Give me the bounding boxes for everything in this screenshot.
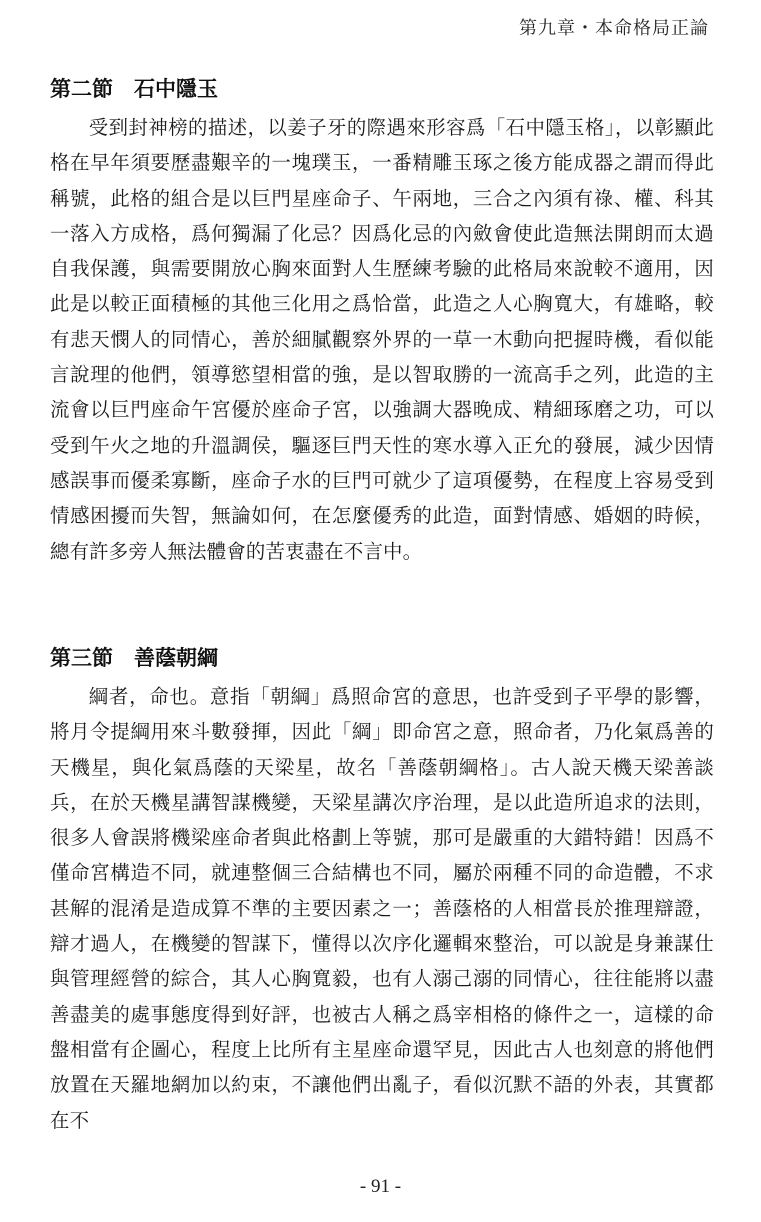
section-body: 綱者，命也。意指「朝綱」爲照命宮的意思，也許受到子平學的影響，將月令提綱用來斗數發揮，因此「綱」即命宮之意，照命者，乃化氣爲善的天機星，與化氣爲蔭的天梁星，故名「善蔭朝綱格」。古人說天機天梁善談兵，在於天機星講智謀機變，天梁星講次序治理，是以此造所追求的法則，很多人會誤將機梁座命者與此格劃上等號，那可是嚴重的大錯特錯！因爲不僅命宮構造不同，就連整個三合結構也不同，屬於兩種不同的命造體，不求甚解的混淆是造成算不準的主要因素之一；善蔭格的人相當長於推理辯證，辯才過人，在機變的智謀下，懂得以次序化邏輯來整治，可以說是身兼謀仕與管理經營的綜合，其人心胸寬毅，也有人溺己溺的同情心，往往能將以盡善盡美的處事態度得到好評，也被古人稱之爲宰相格的條件之一，這樣的命盤相當有企圖心，程度上比所有主星座命還罕見，因此古人也刻意的將他們放置在天羅地網加以約束，不讓他們出亂子，看似沉默不語的外表，其實都在不 [50, 685, 714, 1132]
section-title: 第三節 善蔭朝綱 [50, 646, 218, 670]
section-shan-yin-chao-gang [50, 641, 714, 1138]
section-stone-hidden-jade [50, 72, 714, 569]
section-body: 受到封神榜的描述，以姜子牙的際遇來形容爲「石中隱玉格」，以彰顯此格在早年須要歷盡艱辛的一塊璞玉，一番精雕玉琢之後方能成器之謂而得此稱號，此格的組合是以巨門星座命子、午兩地，三合之內須有祿、權、科其一落入方成格，爲何獨漏了化忌？因爲化忌的內斂會使此造無法開朗而太過自我保護，與需要開放心胸來面對人生歷練考驗的此格局來說較不適用，因此是以較正面積極的其他三化用之爲恰當，此造之人心胸寬大，有雄略，較有悲天憫人的同情心，善於細膩觀察外界的一草一木動向把握時機，看似能言說理的他們，領導慾望相當的強，是以智取勝的一流高手之列，此造的主流會以巨門座命午宮優於座命子宮，以強調大器晚成、精細琢磨之功，可以受到午火之地的升溫調侯，驅逐巨門天性的寒水導入正允的發展，減少因情感誤事而優柔寡斷，座命子水的巨門可就少了這項優勢，在程度上容易受到情感困擾而失智，無論如何，在怎麼優秀的此造，面對情感、婚姻的時候，總有許多旁人無法體會的苦衷盡在不言中。 [50, 116, 714, 563]
page-number: - 91 - [359, 1176, 402, 1197]
section-title: 第二節 石中隱玉 [50, 77, 218, 101]
running-header: 第九章・本命格局正論 [519, 18, 709, 39]
